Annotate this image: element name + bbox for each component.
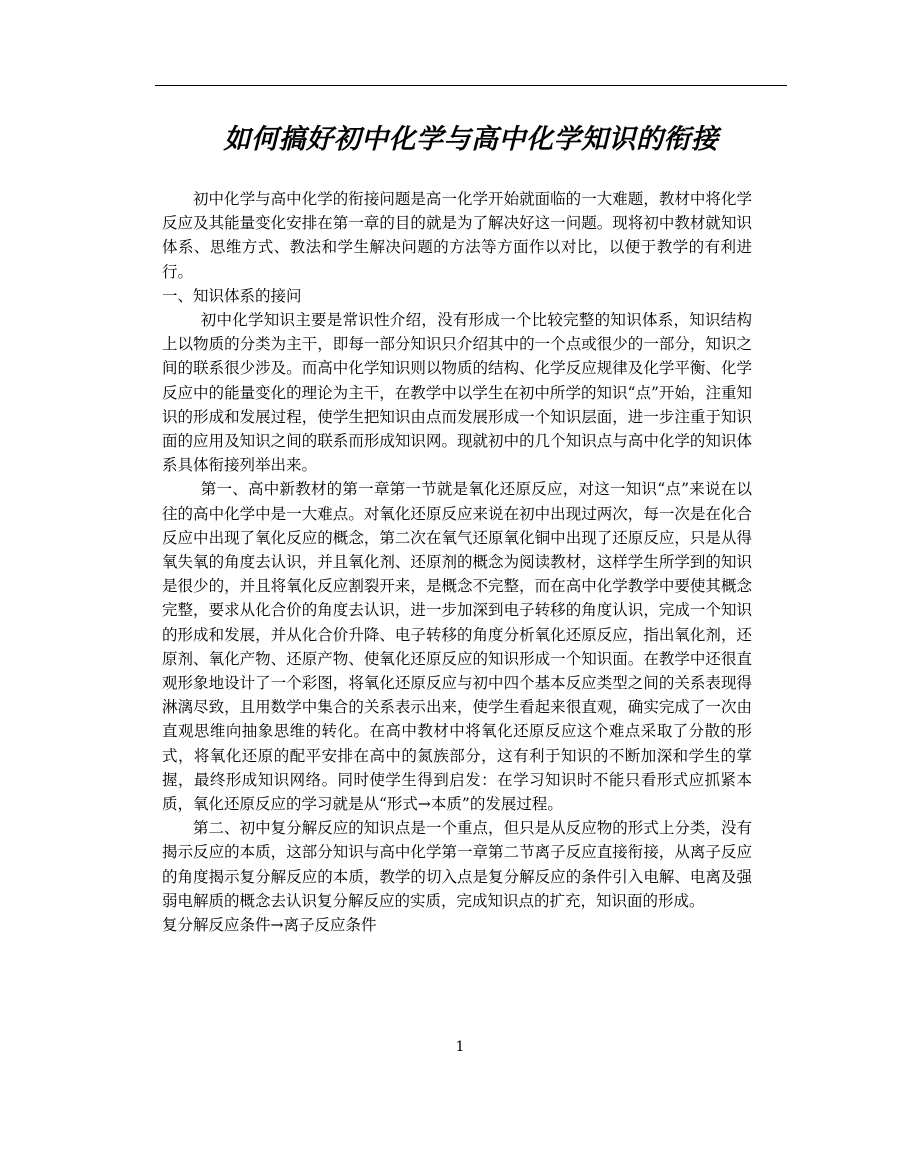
page-number: 1 xyxy=(455,1039,465,1055)
section-heading-knowledge-system: 一、知识体系的接问 xyxy=(162,286,302,305)
header-rule xyxy=(155,85,787,86)
intro-paragraph: 初中化学与高中化学的衔接问题是高一化学开始就面临的一大难题，教材中将化学反应及其能量变化安排在第一章的目的就是为了解决好这一问题。现将初中教材就知识体系、思维方式、教法和学生解决问题的方法等方面作以对比，以便于教学的有利进行。 xyxy=(162,190,752,281)
reaction-condition-line: 复分解反应条件→离子反应条件 xyxy=(162,916,377,935)
paragraph-double-decomposition: 第二、初中复分解反应的知识点是一个重点，但只是从反应物的形式上分类，没有揭示反应的本质，这部分知识与高中化学第一章第二节离子反应直接衔接，从离子反应的角度揭示复分解反应的本质，教学的切入点是复分解反应的条件引入电解、电离及强弱电解质的概念去认识复分解反应的实质，完成知识点的扩充，知识面的形成。 xyxy=(162,819,752,910)
document-title: 如何搞好初中化学与高中化学知识的衔接 xyxy=(223,124,719,155)
paragraph-redox-reaction: 第一、高中新教材的第一章第一节就是氧化还原反应，对这一知识“点”来说在以往的高中化学中是一大难点。对氧化还原反应来说在初中出现过两次，每一次是在化合反应中出现了氧化反应的概念，第二次在氧气还原氧化铜中出现了还原反应，只是从得氧失氧的角度去认识，并且氧化剂、还原剂的概念为阅读教材，这样学生所学到的知识是很少的，并且将氧化反应割裂开来，是概念不完整，而在高中化学教学中要使其概念完整，要求从化合价的角度去认识，进一步加深到电子转移的角度认识，完成一个知识的形成和发展，并从化合价升降、电子转移的角度分析氧化还原反应，指出氧化剂，还原剂、氧化产物、还原产物、使氧化还原反应的知识形成一个知识面。在教学中还很直观形象地设计了一个彩图，将氧化还原反应与初中四个基本反应类型之间的关系表现得淋漓尽致，且用数学中集合的关系表示出来，使学生看起来很直观，确实完成了一次由直观思维向抽象思维的转化。在高中教材中将氧化还原反应这个难点采取了分散的形式，将氧化还原的配平安排在高中的氮族部分，这有利于知识的不断加深和学生的掌握，最终形成知识网络。同时使学生得到启发：在学习知识时不能只看形式应抓紧本质，氧化还原反应的学习就是从“形式→本质”的发展过程。 xyxy=(162,480,752,814)
paragraph-knowledge-system: 初中化学知识主要是常识性介绍，没有形成一个比较完整的知识体系，知识结构上以物质的分类为主干，即每一部分知识只介绍其中的一个点或很少的一部分，知识之间的联系很少涉及。而高中化学知识则以物质的结构、化学反应规律及化学平衡、化学反应中的能量变化的理论为主干，在教学中以学生在初中所学的知识“点”开始，注重知识的形成和发展过程，使学生把知识由点而发展形成一个知识层面，进一步注重于知识面的应用及知识之间的联系而形成知识网。现就初中的几个知识点与高中化学的知识体系具体衔接列举出来。 xyxy=(162,311,752,475)
document-body xyxy=(162,187,752,937)
